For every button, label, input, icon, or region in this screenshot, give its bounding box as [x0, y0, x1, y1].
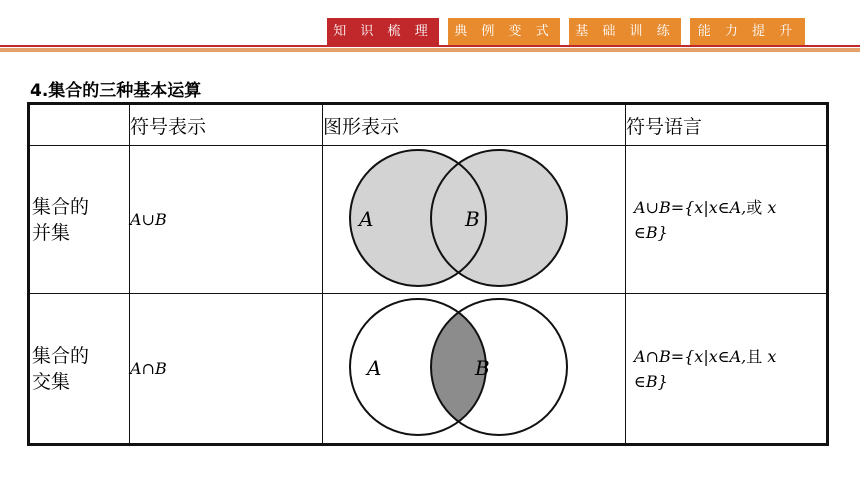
language-intersection: [626, 294, 828, 445]
row-name-line: 交集: [32, 370, 71, 393]
language-variable: x: [762, 197, 777, 217]
set-operations-table: [27, 102, 829, 446]
language-variable: x: [762, 346, 777, 366]
table-row-union: [29, 146, 828, 294]
language-union: [626, 146, 828, 294]
table-header-row: [29, 104, 828, 146]
row-name-line: 集合的: [32, 195, 90, 218]
language-line: [634, 195, 826, 220]
tab-ability-improvement[interactable]: 能 力 提 升: [690, 18, 805, 45]
header-divider: [0, 45, 860, 47]
tab-knowledge-review[interactable]: 知 识 梳 理: [327, 18, 439, 45]
header-cell-empty: [29, 104, 130, 146]
symbol-intersection: A∩B: [130, 294, 323, 445]
language-formula: A∩B={x|x∈A,: [634, 346, 747, 366]
header-cell-language: 符号语言: [626, 104, 828, 146]
language-line: ∈B}: [634, 371, 668, 391]
language-formula: A∪B={x|x∈A,: [634, 197, 747, 217]
venn-union-diagram: [323, 146, 625, 289]
table-row-intersection: [29, 294, 828, 445]
set-b-label: B: [475, 356, 490, 380]
language-connector: 且: [746, 346, 763, 366]
top-nav-tabs: [327, 18, 805, 45]
language-line: ∈B}: [634, 222, 668, 242]
language-connector: 或: [746, 197, 763, 217]
row-name-intersection: [29, 294, 130, 445]
symbol-union: A∪B: [130, 146, 323, 294]
tab-basic-training[interactable]: 基 础 训 练: [569, 18, 681, 45]
header-cell-symbol: 符号表示: [130, 104, 323, 146]
row-name-line: 并集: [32, 221, 71, 244]
set-a-label: A: [359, 207, 374, 231]
set-b-label: B: [465, 207, 480, 231]
row-name-union: [29, 146, 130, 294]
tab-example-variants[interactable]: 典 例 变 式: [448, 18, 560, 45]
diagram-union-cell: [323, 146, 626, 294]
section-title: 4.集合的三种基本运算: [30, 81, 202, 101]
set-a-label: A: [367, 356, 382, 380]
header-divider-accent: [0, 48, 860, 52]
header-cell-diagram: 图形表示: [323, 104, 626, 146]
venn-intersection-diagram: [323, 294, 625, 439]
language-line: [634, 344, 826, 369]
diagram-intersection-cell: [323, 294, 626, 445]
row-name-line: 集合的: [32, 344, 90, 367]
